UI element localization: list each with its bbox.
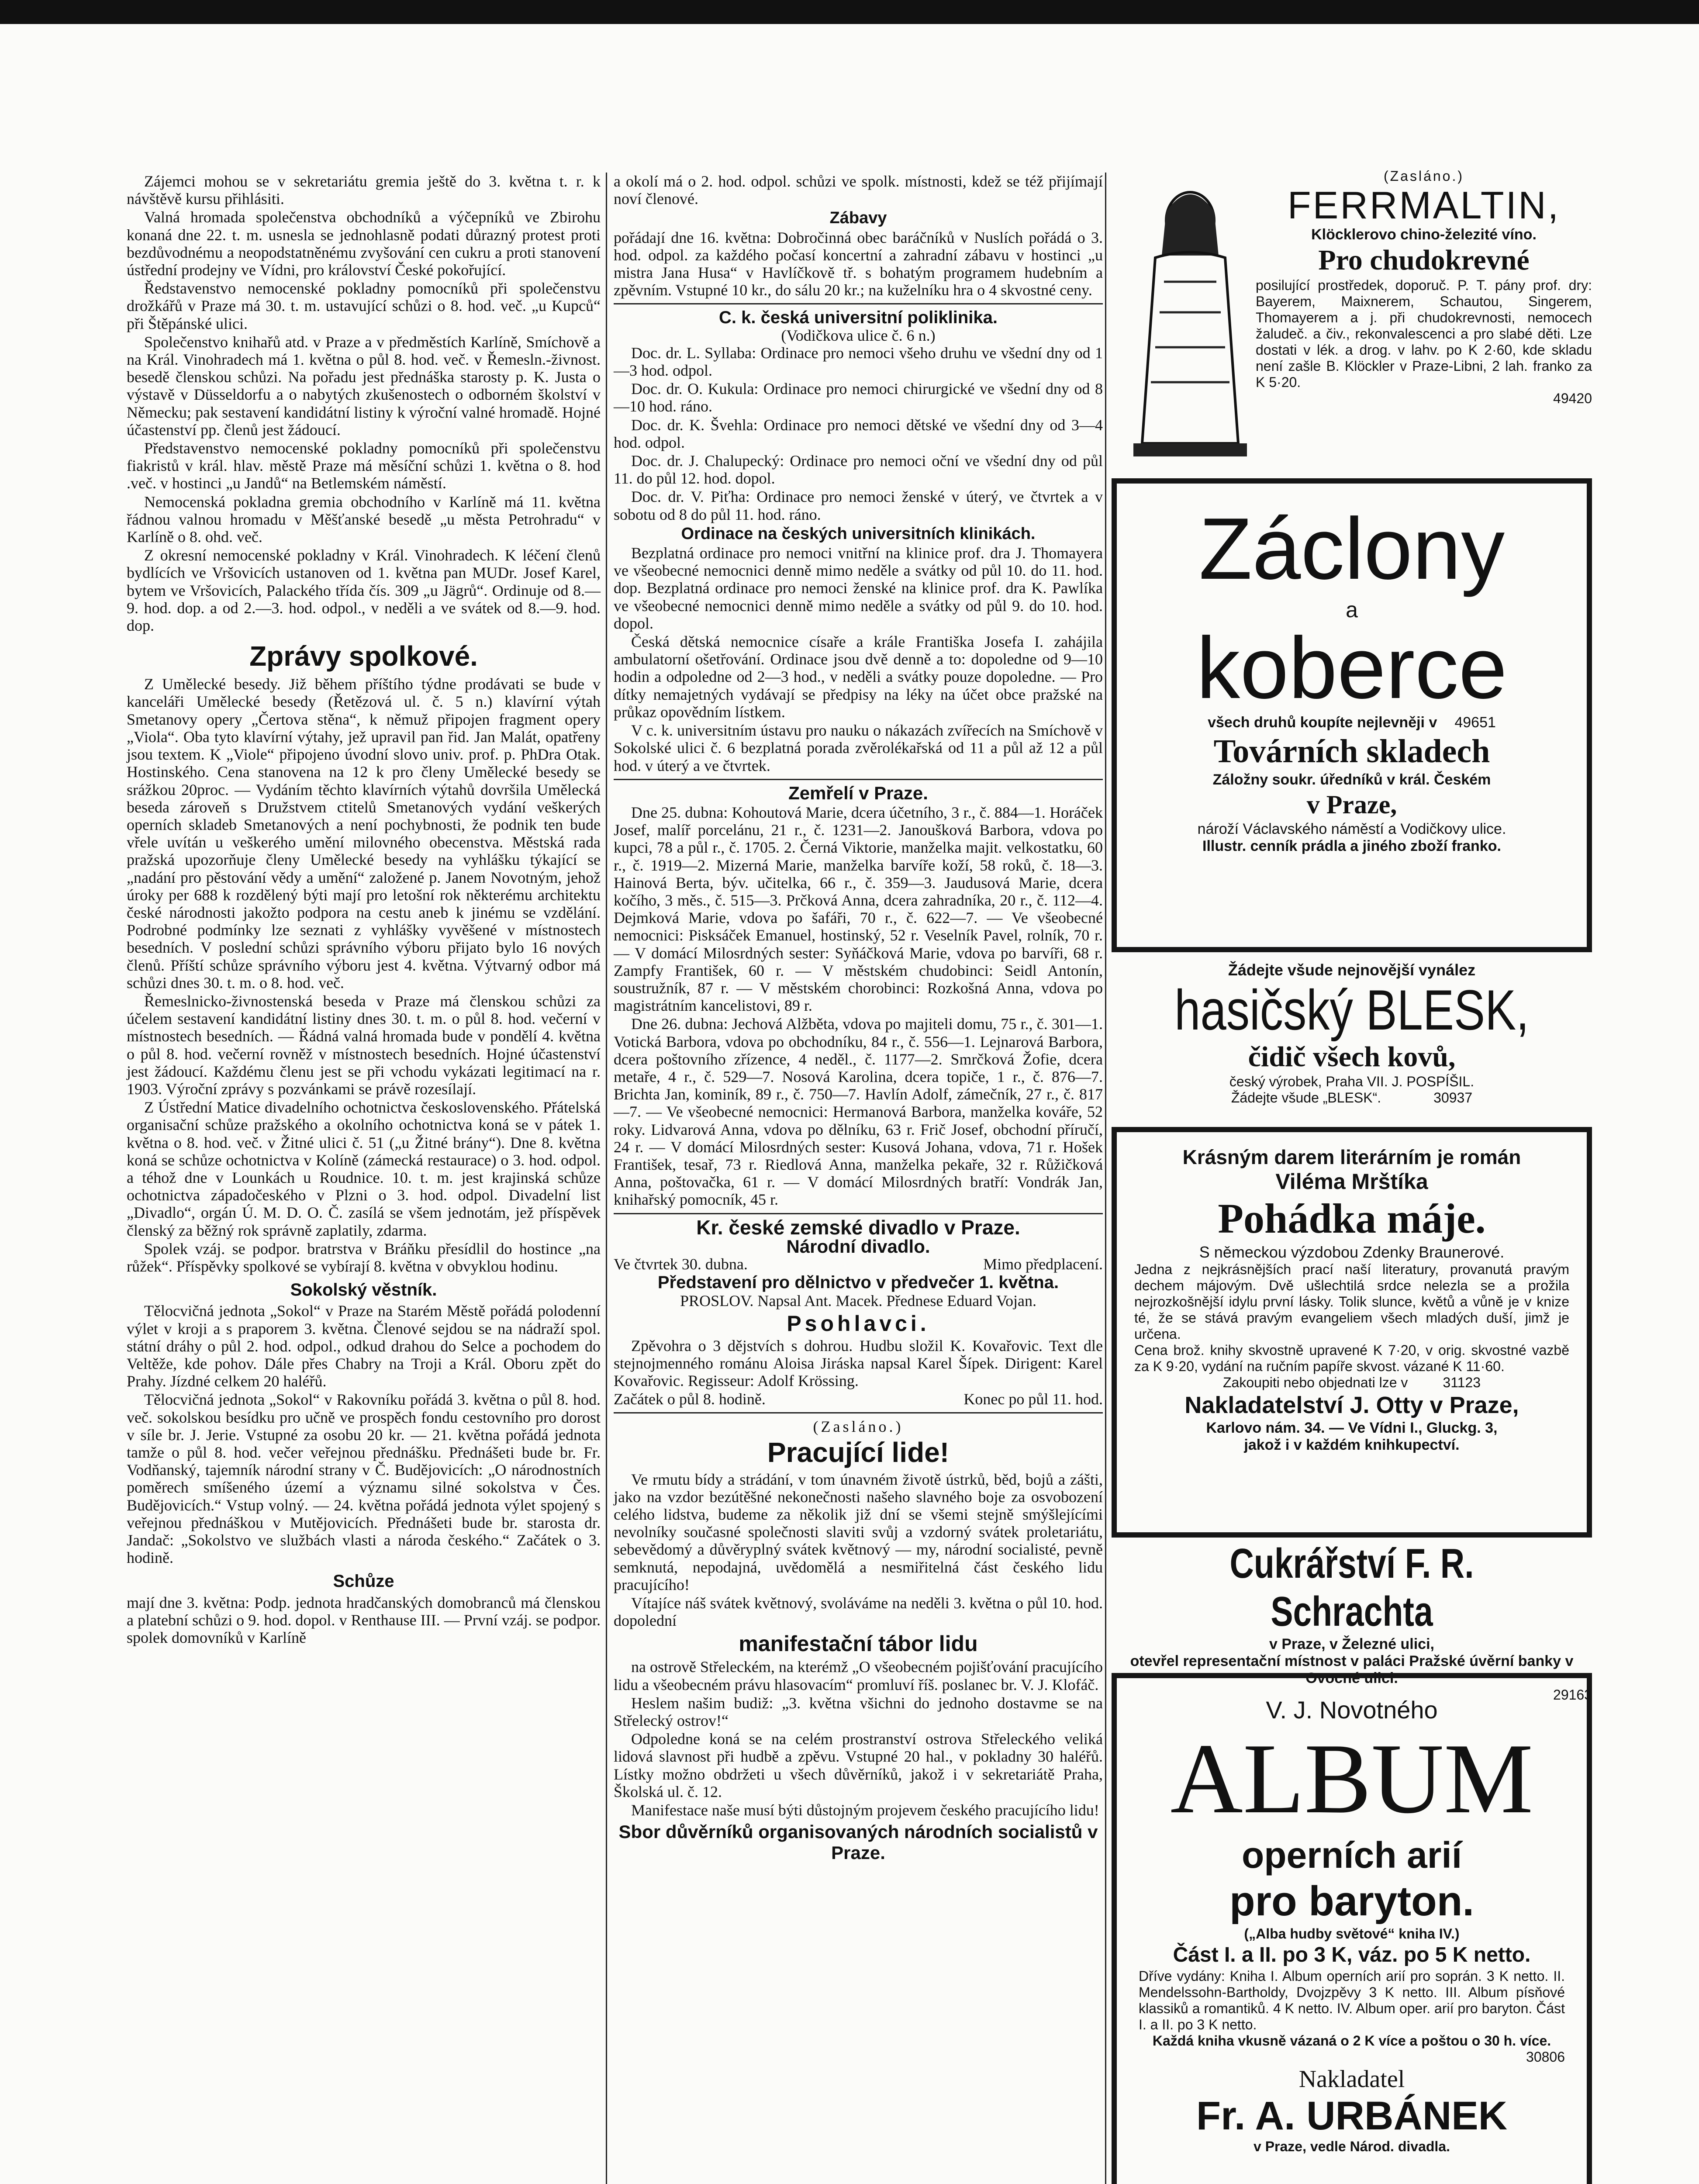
notice: Bezplatná ordinace pro nemoci vnitřní na klinice prof. dra J. Thomayera ve všeobecné nemocnici denně mimo neděle a svátky od půl 10. do 11. hod. dop. Bezplatná ordinace pro nemoci ženské na klinice prof. dra K. Pawlíka ve všeobecné nemocnici denně mimo neděle a svátky od půl 9. do 10. hod. dopol. [614, 544, 1103, 632]
ad-ferrmaltin [1112, 168, 1592, 467]
notice: Česká dětská nemocnice císaře a krále Františka Josefa I. zahájila ambulatorní ošetřování. Ordinace jsou dvě denně a to: dopoledne od 9—10 hodin a odpoledne od 2—3 hod., v neděli a svátky pouze dopoledne. — Pro dítky nemajetných vydávají se předpisy na léky na účet obce pražské na průkaz opovědním lístkem. [614, 633, 1103, 721]
section-heading: Ordinace na českých universitních klinikách. [681, 524, 1036, 543]
column-middle [614, 173, 1103, 1866]
ad-number: 31123 [1443, 1375, 1481, 1390]
notice: Představenstvo nemocenské pokladny pomocníků při společenstvu fiakristů v král. hlav. městě Praze má měsíční schůzi 1. května o 8. hod .več. v hostinci „u Jandů“ na Betlemském náměstí. [127, 439, 601, 492]
ad-heading: v Praze, [1306, 790, 1397, 819]
play-credits: Zpěvohra o 3 dějstvích s dohrou. Hudbu složil K. Kovařovic. Text dle stejnojmenného románu Aloisa Jiráska napsal Karel Šípek. Dirigent: Karel Kovařovic. Regisseur: Adolf Krössing. [614, 1337, 1103, 1389]
ad-text: Zakoupiti nebo objednati lze v [1223, 1375, 1408, 1390]
manifesto-text: Manifestace naše musí býti důstojným projevem českého pracujícího lidu! [631, 1801, 1099, 1819]
ad-text: Illustr. cenník prádla a jiného zboží franko. [1202, 838, 1501, 854]
ad-text: nároží Václavského náměstí a Vodičkovy ulice. [1197, 821, 1506, 837]
ad-heading: Pro chudokrevné [1318, 244, 1530, 276]
ad-title: Pohádka máje. [1218, 1195, 1486, 1242]
manifesto-text: na ostrově Střeleckém, na kterémž „O všeobecném pojišťování pracujícího lidu a všeobecném právu hlasovacím“ promluví říš. poslanec br. V. J. Klofáč. [614, 1658, 1103, 1693]
ad-heading: Fr. A. URBÁNEK [1196, 2094, 1508, 2138]
ad-text: Jedna z nejkrásnějších prací naší literatury, provanutá pravým dechem májovým. Dvě ušlechtilá srdce nelezla se a prožila nejrozkošnější idylu první lásky. Tolik slunce, květů a vůně je v knize té, že se stává pravým evangeliem všech mladých duší, jimž je určena. [1134, 1261, 1569, 1342]
notice: Doc. dr. K. Švehla: Ordinace pro nemoci dětské ve všední dny od 3—4 hod. odpol. [614, 416, 1103, 451]
end-time: Konec po půl 11. hod. [963, 1390, 1103, 1408]
ad-text: („Alba hudby světové“ kniha IV.) [1244, 1926, 1460, 1942]
ad-text: Žádejte všude „BLESK“. [1231, 1090, 1381, 1106]
section-heading: Sokolský věstník. [290, 1280, 437, 1300]
ad-number: 49420 [1553, 390, 1592, 406]
play-title: Psohlavci. [787, 1311, 930, 1336]
subheading: (Vodičkova ulice č. 6 n.) [781, 326, 936, 344]
ad-text: v Praze, v Železné ulici, [1269, 1636, 1434, 1652]
ad-zaclony-koberce [1112, 478, 1592, 952]
divider [614, 1412, 1103, 1413]
ad-number: 29163 [1553, 1687, 1592, 1703]
notice: Zájemci mohou se v sekretariátu gremia ještě do 3. května t. r. k návštěvě kursu přihlásiti. [127, 173, 601, 208]
divider [614, 1213, 1103, 1214]
notice: Doc. dr. J. Chalupecký: Ordinace pro nemoci oční ve všední dny od půl 11. do půl 12. hod. dopol. [614, 452, 1103, 487]
notice: Valná hromada společenstva obchodníků a výčepníků ve Zbirohu konaná dne 22. t. m. usnesla se jednohlasně podati důrazný protest proti bezdůvodnému a neopodstatněnému zvyšování cen cukru a proti stanovení ústřední prodejny ve Vídni, pro království České pokořující. [127, 208, 601, 279]
notice: Z okresní nemocenské pokladny v Král. Vinohradech. K léčení členů bydlících ve Vršovicích ustanoven od 1. května pan MUDr. Josef Karel, bytem ve Vršovicích, Palackého třída čís. 309 „u Jägrů“. Ordinuje od 8.—9. hod. dop. a od 2.—3. hod. odpol., v neděli a ve svátek od 8.—9. hod. dop. [127, 546, 601, 635]
ad-subtitle: Klöcklerovo chino-železité víno. [1311, 226, 1537, 243]
rally-heading: manifestační tábor lidu [739, 1631, 978, 1656]
ad-text: Dříve vydány: Kniha I. Album operních arií pro soprán. 3 K netto. II. Mendelssohn-Bartholdy, Dvojzpěvy 3 K netto. III. Album písňové klassiků a romantiků. 4 K netto. IV. Album oper. arií pro baryton. Část I. a II. po 3 K netto. [1139, 1968, 1565, 2032]
ad-number: 30937 [1433, 1090, 1473, 1106]
manifesto-heading: Pracující lide! [767, 1436, 950, 1468]
ad-line [1134, 1375, 1569, 1391]
zaslano-label: (Zasláno.) [1383, 168, 1464, 184]
notice: Tělocvičná jednota „Sokol“ v Rakovníku pořádá 3. května o půl 8. hod. več. sokolskou besídku pro učně ve prospěch fondu cestovního pro dorost v síle br. J. Jerie. Vstupné za osobu 20 kr. — 21. května pořádá jednota tamže o půl 8. hod. večer veřejnou přednášku. Přednášeti bude br. Fr. Vodňanský, tajemník národní strany v Č. Budějovicích: „O národnostních poměrech smíšeného území a významu silné sokolstva v Čes. Budějovicích.“ Vstup volný. — 24. května pořádá jednota výlet spojený s veřejnou přednáškou v Mutějovicích. Přednášeti bude br. starosta dr. Jandač: „Sokolstvo ve službách vlasti a národa českého.“ Začátek o 3. hodině. [127, 1391, 601, 1567]
section-heading: C. k. česká universitní poliklinika. [718, 308, 998, 328]
ad-number: 49651 [1454, 714, 1496, 731]
notice: Nemocenská pokladna gremia obchodního v Karlíně má 11. května řádnou valnou hromadu v Měšťanské besedě „u města Petrohradu“ v Karlíně o 8. ohd. več. [127, 493, 601, 546]
ad-album [1112, 1673, 1592, 2184]
ad-price: Cena brož. knihy skvostně upravené K 7·20, v orig. skvostné vazbě za K 9·20, vydání na ručním papíře skvost. vázané K 11·60. [1134, 1342, 1569, 1374]
notice: Dne 26. dubna: Jechová Alžběta, vdova po majiteli domu, 75 r., č. 301—1. Votická Barbora, vdova po obchodníku, 84 r., č. 556—1. Lejnarová Barbora, dcera poštovního zřízence, 4 neděl., č. 1177—2. Smrčková Žofie, dcera metaře, 4 r., č. 529—7. Nosová Karolina, dcera topiče, 1 r., č. 876—7. Brichta Jan, kominík, 89 r., č. 750—7. Havlín Adolf, zámečník, 27 r., č. 817—7. — Ve všeobecné nemocnici: Hermanová Barbora, manželka kováře, 52 roky. Lidvarová Anna, vdova po dělníku, 63 r. Frič Josef, obchodní příručí, 24 r. — V domácí Milosrdných sester: Kusová Johana, vdova, 71 r. Hošek František, tesař, 73 r. Riedlová Anna, manželka pekaře, 32 r. Růžičková Anna, poštovačka, 61 r. — V domácí Milosrdných bratří: Vondrák Jan, knihařský pomocník, 45 r. [614, 1015, 1103, 1209]
ad-blesk [1112, 961, 1592, 1123]
ad-text: v Praze, vedle Národ. divadla. [1254, 2139, 1450, 2154]
ad-title: koberce [1196, 619, 1507, 717]
notice: Z Umělecké besedy. Již během příštího týdne prodávati se bude v kanceláři Umělecké besedy (Řetězová ul. č. 5 n.) klavírní výtah Smetanovy opery „Čertova stěna“, k němuž připojen fragment opery „Viola“. Oba tyto klavírní výtahy, jež upravil pan řid. Jan Malát, opatřeny jsou textem. K „Viole“ připojeno úvodní slovo univ. prof. p. PhDra Otak. Hostinského. Cena stanovena na 12 k pro členy Umělecké besedy se srážkou 20proc. — Vydáním těchto klavírních výtahů dovršila Umělecká beseda zároveň s Družstvem ctitelů Smetanových vydání veškerých operních skladeb Smetanových a není pochybnosti, že podnik ten bude vřele uvítán u veškerého umění milovného obecenstva. Městská rada pražská upozorňuje členy Umělecké besedy na vyhlášku týkající se „nadání pro pěstování vědy a umění“ založené p. Janem Novotným, jehož úroky per 688 k rozdělený býti mají pro letošní rok některému architektu české národnosti jakožto podpora na cestu aneb k jinému se vzdělání. Podrobné podmínky lze seznati z vyhlášky vyvěšené v místnostech besedních. V poslední schůzi správního výboru přijato bylo 16 nových členů. Příští schůze správního výboru jest 4. května. Výtvarný odbor má schůzi dnes 30. t. m. o 8. hod. več. [127, 675, 601, 992]
notice: Doc. dr. L. Syllaba: Ordinace pro nemoci všeho druhu ve všední dny od 1—3 hod. odpol. [614, 344, 1103, 380]
ad-text: Každá kniha vkusně vázaná o 2 K více a poštou o 30 h. více. [1152, 2033, 1551, 2049]
ad-text: Záložny soukr. úředníků v král. Českém [1212, 771, 1491, 788]
ad-text: jakož i v každém knihkupectví. [1244, 1437, 1460, 1453]
section-heading: Zprávy spolkové. [249, 640, 478, 672]
ad-number: 30806 [1526, 2049, 1565, 2065]
ad-text: Nakladatel [1298, 2066, 1405, 2093]
ad-heading: Továrních skladech [1213, 733, 1490, 770]
ad-text: S německou výzdobou Zdenky Braunerové. [1199, 1243, 1505, 1261]
notice: mají dne 3. května: Podp. jednota hradčanských domobranců má členskou a platební schůzi o 9. hod. dopol. v Renthause III. — První vzáj. se podpor. spolek domovníků v Karlíně [127, 1593, 601, 1647]
theatre-subscription: Mimo předplacení. [983, 1255, 1103, 1273]
column-divider [606, 173, 607, 2184]
section-heading: Schůze [333, 1572, 394, 1591]
manifesto-signature: Sbor důvěrníků organisovaných národních socialistů v Praze. [618, 1821, 1098, 1863]
notice: Z Ústřední Matice divadelního ochotnictva československého. Přátelská organisační schůze pražského a okolního ochotnictva koná se v pátek 1. května o 8. hod. več. v Žitné ulici č. 51 („u Žitné brány“). Dne 8. května koná se schůze ochotnictva v Kolíně (zámecká restaurace) o 3. hod. odpol. a téhož dne v Lounkách u Roudnice. 10. t. m. jest krajinská schůze ochotnictva západočeského v Plzni o 3. hod. odpol. Divadelní list „Divadlo“, orgán Ú. M. D. O. Č. zasílá se všem jednotám, jež příspěvek členský za běžný rok správně zaplatily, zdarma. [127, 1099, 601, 1239]
notice: a okolí má o 2. hod. odpol. schůzi ve spolk. místnosti, kdež se též přijímají noví členové. [614, 173, 1103, 208]
column-left [127, 173, 601, 1647]
manifesto-text: Heslem našim budiž: „3. května všichni do jednoho dostavme se na Střelecký ostrov!“ [614, 1694, 1103, 1730]
notice: Tělocvičná jednota „Sokol“ v Praze na Starém Městě pořádá polodenní výlet v kroji a s praporem 3. května. Členové sejdou se na nádraží spol. státní dráhy o půl 2. hod. odpol., odkud drahou do Selce a pochodem do Veltěže, kde pohov. Dále přes Chabry na Troji a Král. Oboru zpět do Prahy. Jízdné celkem 20 haléřů. [127, 1302, 601, 1390]
start-time: Začátek o půl 8. hodině. [614, 1390, 766, 1408]
ad-text: posilující prostředek, doporuč. P. T. pány prof. dry: Bayerem, Maixnerem, Schautou, Singerem, Thomayerem a j. při chudokrevnosti, nemocech žaludeč. a čiv., rekonvalescenci a pro slabé děti. Lze dostati v lék. a drog. v lahv. po K 2·60, kde skladu není zašle B. Klöckler v Praze-Libni, 2 lah. franko za K 5·20. [1256, 277, 1592, 390]
ad-text: všech druhů koupíte nejlevněji v [1208, 714, 1437, 731]
ad-title: hasičský BLESK, [1174, 978, 1529, 1042]
manifesto-text: Odpoledne koná se na celém prostranství ostrova Střeleckého veliká lidová slavnost při hudbě a zpěvu. Vstupné 20 hal., v pokladny 30 haléřů. Lístky možno obdržeti u všech důvěrníků, jakož i v sekretariátě Praha, Školská ul. č. 12. [614, 1730, 1103, 1800]
notice: Ředstavenstvo nemocenské pokladny pomocníků při společenstvu drožkářů v Praze má 30. t. m. ustavující schůzi o 8. hod. več. „u Kupců“ při Štěpánské ulici. [127, 280, 601, 332]
divider [614, 779, 1103, 780]
scan-top-edge [0, 0, 1699, 24]
manifesto-text: Ve rmutu bídy a strádání, v tom únavném životě ústrků, běd, bojů a zášti, jako na vzdor bezútěšné nekonečnosti našeho slavného boje za osvobození celého lidstva, budeme za několik již dní se všemi stejně smýšlejícími nevolníky současné společnosti slaviti svůj a vzdorný svátek proletariátu, sebevědomý a důvěryplný svátek květnový — my, národní socialisté, pevně semknutá, nepodajná, uvědomělá a nesmiřitelná část českého lidu pracujícího! [614, 1470, 1103, 1593]
theatre-times [614, 1390, 1103, 1408]
ad-text: Karlovo nám. 34. — Ve Vídni I., Gluckg. 3, [1206, 1420, 1498, 1436]
notice: V c. k. universitním ústavu pro nauku o nákazách zvířecích na Smíchově v Sokolské ulici č. 6 bezplatná porada zvěrolékařská od 11 a půl až 12 a půl hod. v úterý a ve čtvrtek. [614, 722, 1103, 774]
ad-conjunction: a [1346, 598, 1358, 622]
ad-text: Viléma Mrštíka [1275, 1169, 1428, 1194]
notice: Spolek vzáj. se podpor. bratrstva v Bráňku přesídlil do hostince „na růžek“. Příspěvky spolkové se vybírají 8. května v obvyklou hodinu. [127, 1240, 601, 1275]
woman-figure-illustration [1125, 181, 1256, 461]
zaslano-label: (Zasláno.) [813, 1418, 904, 1436]
ad-title: ALBUM [1170, 1723, 1533, 1834]
section-heading: Zemřelí v Praze. [788, 782, 928, 803]
ad-text: V. J. Novotného [1266, 1696, 1438, 1724]
ad-text: český výrobek, Praha VII. J. POSPÍŠIL. [1229, 1074, 1475, 1089]
theatre-event: Představení pro dělnictvo v předvečer 1. května. [657, 1273, 1059, 1292]
notice: pořádají dne 16. května: Dobročinná obec baráčníků v Nuslích pořádá o 3. hod. odpol. za každého počasí koncertní a zahradní zábavu v hostinci „u mistra Jana Husa“ v Havlíčkově tř. s bohatým programem hudebním a zpěvním. Vstupné 10 kr., do sálu 20 kr.; na kuželníku hra o 4 skvostné ceny. [614, 228, 1103, 299]
theatre-name: Národní divadlo. [786, 1236, 930, 1257]
ad-schrachta [1112, 1540, 1592, 1703]
notice: Společenstvo knihařů atd. v Praze a v předměstích Karlíně, Smíchově a na Král. Vinohradech má 1. května o půl 8. hod. več. v Řemesln.-živnost. besedě členskou schůzi. Na pořadu jest přednáška starosty p. K. Justa o výstavě v Düsseldorfu a o nabytých zkušenostech o odborném školství v Německu; pak sestavení kandidátní listiny k výroční valné hromadě. Hojné účastenství pp. členů jest žádoucí. [127, 333, 601, 439]
manifesto-text: Vítajíce náš svátek květnový, svoláváme na neděli 3. května o půl 10. hod. dopolední [614, 1594, 1103, 1630]
ad-heading: čidič všech kovů, [1248, 1041, 1456, 1073]
ad-title: FERRMALTIN, [1287, 183, 1561, 227]
ad-ferrmaltin-text [1256, 168, 1592, 407]
notice: Řemeslnicko-živnostenská beseda v Praze má členskou schůzi za účelem sestavení kandidátní listiny dnes 30. t. m. o půl 8. hod. večerní v místnostech besedních. — Řádná valná hromada bude v pondělí 4. května o půl 8. hod. večerní rovněž v místnostech besedních. Hojné účastenství jest žádoucí. Každému členu jest se při vchodu vykázati legitimací na r. 1903. Výroční zprávy s pozvánkami se právě rozesílají. [127, 992, 601, 1098]
notice: Doc. dr. V. Piťha: Ordinace pro nemoci ženské v úterý, ve čtvrtek a v sobotu od 8 do půl 11. hod. ráno. [614, 488, 1103, 523]
ad-heading: Nakladatelství J. Otty v Praze, [1184, 1392, 1519, 1418]
notice: Doc. dr. O. Kukula: Ordinace pro nemoci chirurgické ve všední dny od 8—10 hod. ráno. [614, 380, 1103, 415]
theatre-heading: Kr. české zemské divadlo v Praze. [696, 1216, 1020, 1239]
ad-text: otevřel representační místnost v paláci Pražské úvěrní banky v Ovocné ulici. [1130, 1653, 1574, 1686]
ad-text: Žádejte všude nejnovější vynález [1228, 961, 1476, 979]
section-heading: Zábavy [829, 209, 887, 228]
ad-line [1117, 714, 1587, 731]
ad-text: Část I. a II. po 3 K, váz. po 5 K netto. [1173, 1943, 1531, 1966]
ad-heading: operních arií [1241, 1835, 1462, 1876]
theatre-prologue: PROSLOV. Napsal Ant. Macek. Přednese Eduard Vojan. [680, 1292, 1036, 1310]
divider [614, 303, 1103, 304]
ad-line [1112, 1090, 1592, 1106]
ad-pohadka-maje [1112, 1127, 1592, 1538]
notice: Dne 25. dubna: Kohoutová Marie, dcera účetního, 3 r., č. 884—1. Horáček Josef, malíř porcelánu, 21 r., č. 1231—2. Janoušková Barbora, vdova po kupci, 78 a půl r., č. 1705. 2. Černá Viktorie, manželka majit. velkostatku, 60 r., č. 1919—2. Mizerná Marie, manželka barvíře koží, 58 roků, č. 18—3. Hainová Berta, býv. učitelka, 66 r., č. 359—3. Jaudusová Marie, dcera kočího, 3 měs., č. 515—3. Prčková Anna, dcera zahradníka, 20 r., č. 112—4. Dejmková Marie, vdova po šafáři, 70 r., č. 622—7. — Ve všeobecné nemocnici: Pisksáček Emanuel, hostinský, 52 r. Veselník Pavel, rolník, 70 r. — V domácí Milosrdných sester: Syňáčková Marie, vdova po barvíři, 68 r. Zampfy František, 60 r. — V městském chudobinci: Seidl Antonín, soustružník, 87 r. — V městském chorobinci: Rozkošná Anna, vdova po magistrátním kancelistovi, 89 r. [614, 803, 1103, 1015]
theatre-date-row [614, 1255, 1103, 1273]
ad-heading: pro baryton. [1229, 1878, 1474, 1925]
theatre-date: Ve čtvrtek 30. dubna. [614, 1255, 748, 1273]
ad-text: Krásným darem literárním je román [1182, 1146, 1521, 1168]
column-divider [1105, 173, 1106, 2184]
ad-title: Záclony [1198, 500, 1505, 598]
ad-title: Cukrářství F. R. Schrachta [1229, 1540, 1474, 1635]
